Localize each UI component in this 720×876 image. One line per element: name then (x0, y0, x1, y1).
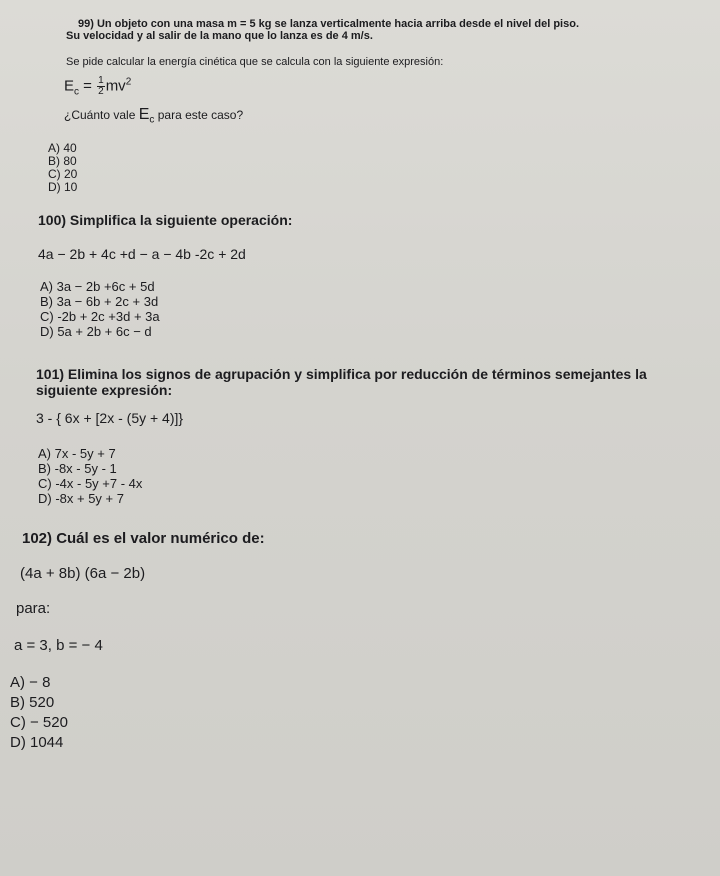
kinetic-energy-formula (64, 76, 131, 97)
formula-lhs: E (64, 77, 75, 95)
q102-para-label: para: (16, 600, 51, 617)
option-d: D) 1044 (10, 734, 64, 751)
option-b: B) 80 (48, 154, 77, 168)
q99-question (64, 106, 243, 125)
formula-equals: = (79, 77, 97, 95)
q102-variable-values: a = 3, b = − 4 (14, 637, 103, 654)
option-d: D) -8x + 5y + 7 (38, 491, 124, 506)
option-b: B) 520 (10, 694, 55, 711)
q99-question-end: para este caso? (154, 108, 244, 122)
option-d: D) 10 (48, 180, 78, 194)
formula-exponent: 2 (125, 76, 132, 88)
q99-options (48, 142, 77, 194)
fraction-denominator: 2 (98, 86, 104, 97)
q100-expression: 4a − 2b + 4c +d − a − 4b -2c + 2d (38, 246, 246, 262)
option-c: C) − 520 (10, 714, 68, 731)
formula-lhs-subscript: c (74, 86, 80, 98)
q100-options (40, 279, 160, 339)
q101-title: 101) Elimina los signos de agrupación y simplifica por reducción de términos semejantes la (36, 366, 647, 382)
option-b: B) -8x - 5y - 1 (38, 461, 117, 476)
q101-expression: 3 - { 6x + [2x - (5y + 4)]} (36, 410, 184, 426)
option-c: C) 20 (48, 167, 78, 181)
option-a: A) 40 (48, 141, 77, 155)
q99-prompt: Se pide calcular la energía cinética que se calcula con la siguiente expresión: (66, 56, 444, 68)
q99-title: 99) Un objeto con una masa m = 5 kg se lanza verticalmente hacia arriba desde el nivel del piso. (78, 18, 579, 30)
formula-rhs: mv (105, 77, 126, 95)
fraction-numerator: 1 (98, 75, 104, 86)
q99-question-start: ¿Cuánto vale (64, 108, 139, 122)
option-b: B) 3a − 6b + 2c + 3d (40, 294, 159, 309)
q101-options (38, 446, 142, 506)
q102-options (10, 673, 68, 753)
option-c: C) -4x - 5y +7 - 4x (38, 476, 143, 491)
q100-title: 100) Simplifica la siguiente operación: (38, 212, 293, 228)
option-c: C) -2b + 2c +3d + 3a (40, 309, 160, 324)
q101-title-continued: siguiente expresión: (36, 382, 173, 398)
option-a: A) 7x - 5y + 7 (38, 446, 116, 461)
formula-fraction (97, 76, 105, 97)
q99-title-continued: Su velocidad y al salir de la mano que lo lanza es de 4 m/s. (66, 30, 373, 42)
q102-title: 102) Cuál es el valor numérico de: (22, 530, 265, 547)
q102-expression: (4a + 8b) (6a − 2b) (20, 565, 146, 582)
q99-question-subscript: c (149, 114, 155, 126)
option-d: D) 5a + 2b + 6c − d (40, 324, 152, 339)
option-a: A) 3a − 2b +6c + 5d (40, 279, 155, 294)
option-a: A) − 8 (10, 674, 51, 691)
q99-question-symbol: E (138, 106, 150, 123)
